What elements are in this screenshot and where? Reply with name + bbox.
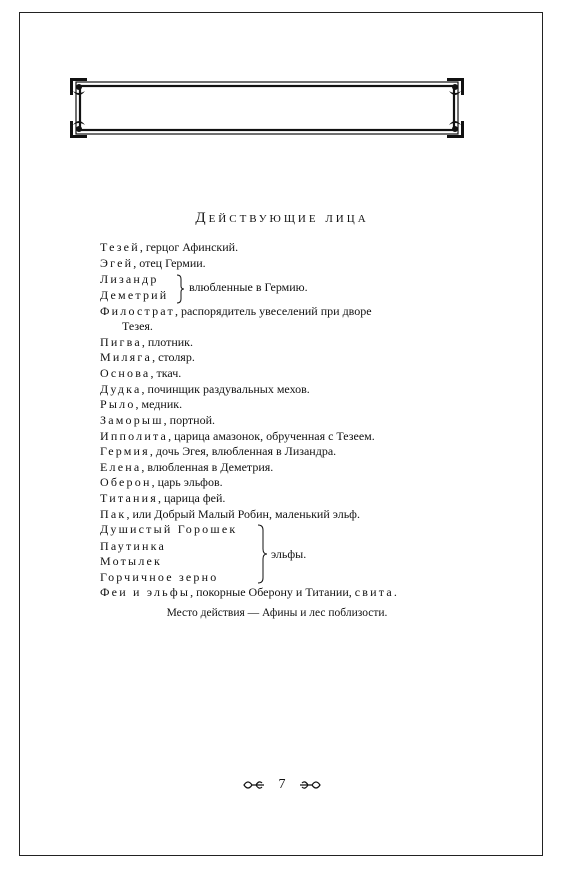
character-line (100, 382, 310, 397)
character-line (100, 570, 218, 585)
character-desc: , царица амазонок, обрученная с Тезеем. (168, 429, 375, 443)
character-line (100, 429, 375, 444)
character-desc: , починщик раздувальных мехов. (141, 382, 310, 396)
character-line (100, 366, 181, 381)
character-line (100, 397, 182, 412)
character-line (100, 256, 206, 271)
character-name: Тезей (100, 240, 140, 254)
character-desc: , ткач. (150, 366, 182, 380)
character-desc: , царица фей. (157, 491, 226, 505)
character-line (100, 491, 225, 506)
character-desc-tail: свита. (354, 585, 400, 599)
character-line (100, 288, 168, 303)
elves-brace-icon (256, 524, 268, 584)
character-desc: , распорядитель увеселений при дворе (174, 304, 372, 318)
character-line (100, 304, 372, 319)
page-footer (0, 777, 564, 793)
character-line (100, 554, 162, 569)
character-line (100, 460, 273, 475)
lovers-brace-icon (175, 274, 185, 304)
character-name: Лизандр (100, 272, 159, 286)
character-line (100, 475, 223, 490)
character-desc: , отец Гермии. (133, 256, 206, 270)
character-name: Заморыш (100, 413, 164, 427)
character-name: Пигва (100, 335, 142, 349)
character-desc: , плотник. (141, 335, 194, 349)
character-name: Горчичное зерно (100, 570, 219, 584)
character-name: Оберон (100, 475, 152, 489)
character-line (100, 272, 159, 287)
character-name: Основа (100, 366, 151, 380)
flourish-left-icon (243, 779, 265, 791)
character-line (100, 507, 360, 522)
elves-note: эльфы. (271, 547, 307, 561)
character-line-continued (122, 319, 153, 334)
character-line (100, 350, 195, 365)
character-name: Рыло (100, 397, 136, 411)
page-heading: Действующие лица (195, 210, 369, 226)
character-name: Филострат (100, 304, 175, 318)
character-line (100, 522, 237, 537)
character-desc: , портной. (163, 413, 215, 427)
character-name: Ипполита (100, 429, 169, 443)
character-name: Титания (100, 491, 158, 505)
character-name: Елена (100, 460, 142, 474)
character-name: Эгей (100, 256, 134, 270)
character-desc: , герцог Афинский. (139, 240, 239, 254)
character-line (100, 444, 336, 459)
lovers-note: влюбленные в Гермию. (189, 280, 308, 294)
setting-note: Место действия — Афины и лес поблизости. (166, 607, 388, 619)
character-line (100, 240, 238, 255)
character-name: Деметрий (100, 288, 169, 302)
page-number: 7 (278, 777, 286, 792)
character-desc: Тезея. (122, 319, 153, 333)
character-name: Феи и эльфы (100, 585, 191, 599)
character-line (100, 335, 193, 350)
character-desc: , или Добрый Малый Робин, маленький эльф. (126, 507, 360, 521)
character-line (100, 413, 215, 428)
character-desc: , влюбленная в Деметрия. (141, 460, 274, 474)
character-name: Пак (100, 507, 127, 521)
character-desc: , царь эльфов. (151, 475, 223, 489)
character-name: Гермия (100, 444, 150, 458)
character-name: Паутинка (100, 539, 167, 553)
ornamental-frame (69, 77, 465, 139)
character-desc: , дочь Эгея, влюбленная в Лизандра. (149, 444, 337, 458)
character-desc: , покорные Оберону и Титании, (190, 585, 355, 599)
character-name: Дудка (100, 382, 142, 396)
character-desc: , медник. (135, 397, 183, 411)
character-desc: , столяр. (152, 350, 195, 364)
flourish-right-icon (299, 779, 321, 791)
character-line (100, 539, 166, 554)
character-line (100, 585, 399, 600)
character-name: Душистый Горошек (100, 522, 238, 536)
character-name: Мотылек (100, 554, 163, 568)
character-name: Миляга (100, 350, 153, 364)
